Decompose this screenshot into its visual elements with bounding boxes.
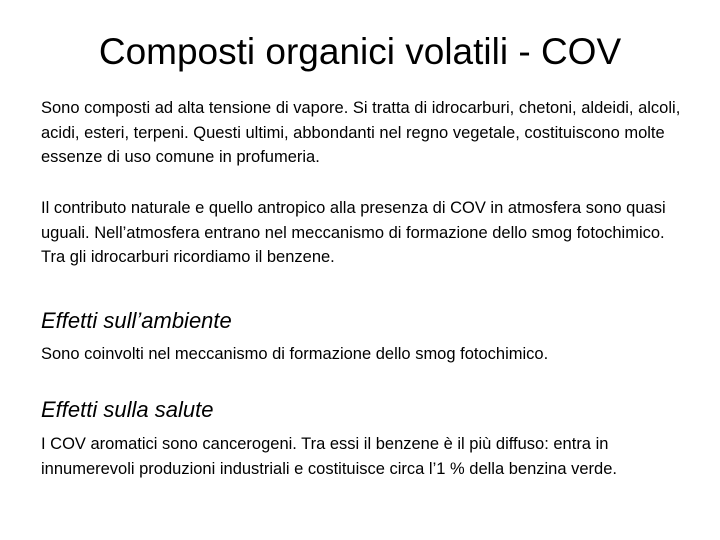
health-effects-text: I COV aromatici sono cancerogeni. Tra essi il benzene è il più diffuso: entra in innumerevoli produzioni industriali e costituisce circa l’1 % della benzina verde. bbox=[41, 435, 617, 478]
environment-effects-heading: Effetti sull’ambiente bbox=[41, 308, 232, 333]
environment-effects-text: Sono coinvolti nel meccanismo di formazione dello smog fotochimico. bbox=[41, 345, 549, 363]
intro-paragraph: Sono composti ad alta tensione di vapore. Si tratta di idrocarburi, chetoni, aldeidi, alcoli, acidi, esteri, terpeni. Questi ultimi, abbondanti nel regno vegetale, costituiscono molte essenze di uso comune in profumeria. bbox=[41, 99, 681, 166]
contribution-paragraph: Il contributo naturale e quello antropico alla presenza di COV in atmosfera sono quasi uguali. Nell’atmosfera entrano nel meccanismo di formazione dello smog fotochimico. Tra gli idrocarburi ricordiamo il benzene. bbox=[41, 199, 666, 266]
slide-title: Composti organici volatili - COV bbox=[98, 31, 622, 72]
health-effects-heading: Effetti sulla salute bbox=[41, 397, 214, 422]
